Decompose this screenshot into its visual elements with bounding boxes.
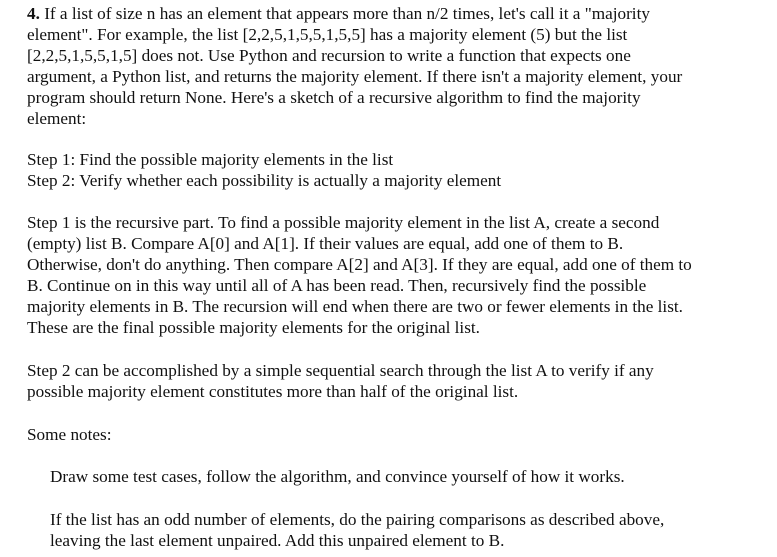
note2-line-2: leaving the last element unpaired. Add this unpaired element to B. bbox=[50, 531, 505, 550]
step1-line-6: These are the final possible majority elements for the original list. bbox=[27, 318, 480, 337]
intro-line-2: element". For example, the list [2,2,5,1,5,5,1,5,5] has a majority element (5) but the list bbox=[27, 25, 628, 44]
note2-line-1: If the list has an odd number of elements, do the pairing comparisons as described above, bbox=[50, 510, 665, 529]
steps-list bbox=[27, 149, 772, 191]
note-2 bbox=[50, 509, 772, 551]
problem-number: 4. bbox=[27, 4, 40, 23]
step1-paragraph bbox=[27, 212, 772, 338]
step1-line-2: (empty) list B. Compare A[0] and A[1]. If their values are equal, add one of them to B. bbox=[27, 234, 624, 253]
intro-line-6: element: bbox=[27, 109, 87, 128]
step1-line-3: Otherwise, don't do anything. Then compare A[2] and A[3]. If they are equal, add one of them to bbox=[27, 255, 692, 274]
step2-line-2: possible majority element constitutes more than half of the original list. bbox=[27, 382, 519, 401]
step1-line-4: B. Continue on in this way until all of A has been read. Then, recursively find the possible bbox=[27, 276, 647, 295]
problem-intro-paragraph bbox=[27, 3, 772, 129]
intro-line-5: program should return None. Here's a sketch of a recursive algorithm to find the majority bbox=[27, 88, 641, 107]
step-2-summary: Step 2: Verify whether each possibility is actually a majority element bbox=[27, 171, 502, 190]
intro-line-3: [2,2,5,1,5,5,1,5] does not. Use Python and recursion to write a function that expects one bbox=[27, 46, 631, 65]
step2-line-1: Step 2 can be accomplished by a simple sequential search through the list A to verify if any bbox=[27, 361, 654, 380]
note-1 bbox=[50, 466, 772, 487]
step1-line-1: Step 1 is the recursive part. To find a possible majority element in the list A, create a second bbox=[27, 213, 660, 232]
notes-heading: Some notes: bbox=[27, 425, 112, 444]
step-1-summary: Step 1: Find the possible majority elements in the list bbox=[27, 150, 394, 169]
step1-line-5: majority elements in B. The recursion will end when there are two or fewer elements in the list. bbox=[27, 297, 683, 316]
intro-line-4: argument, a Python list, and returns the majority element. If there isn't a majority element, your bbox=[27, 67, 683, 86]
note1-line-1: Draw some test cases, follow the algorithm, and convince yourself of how it works. bbox=[50, 467, 625, 486]
intro-line-1: 4. If a list of size n has an element that appears more than n/2 times, let's call it a "majority bbox=[27, 4, 650, 23]
step2-paragraph bbox=[27, 360, 772, 402]
